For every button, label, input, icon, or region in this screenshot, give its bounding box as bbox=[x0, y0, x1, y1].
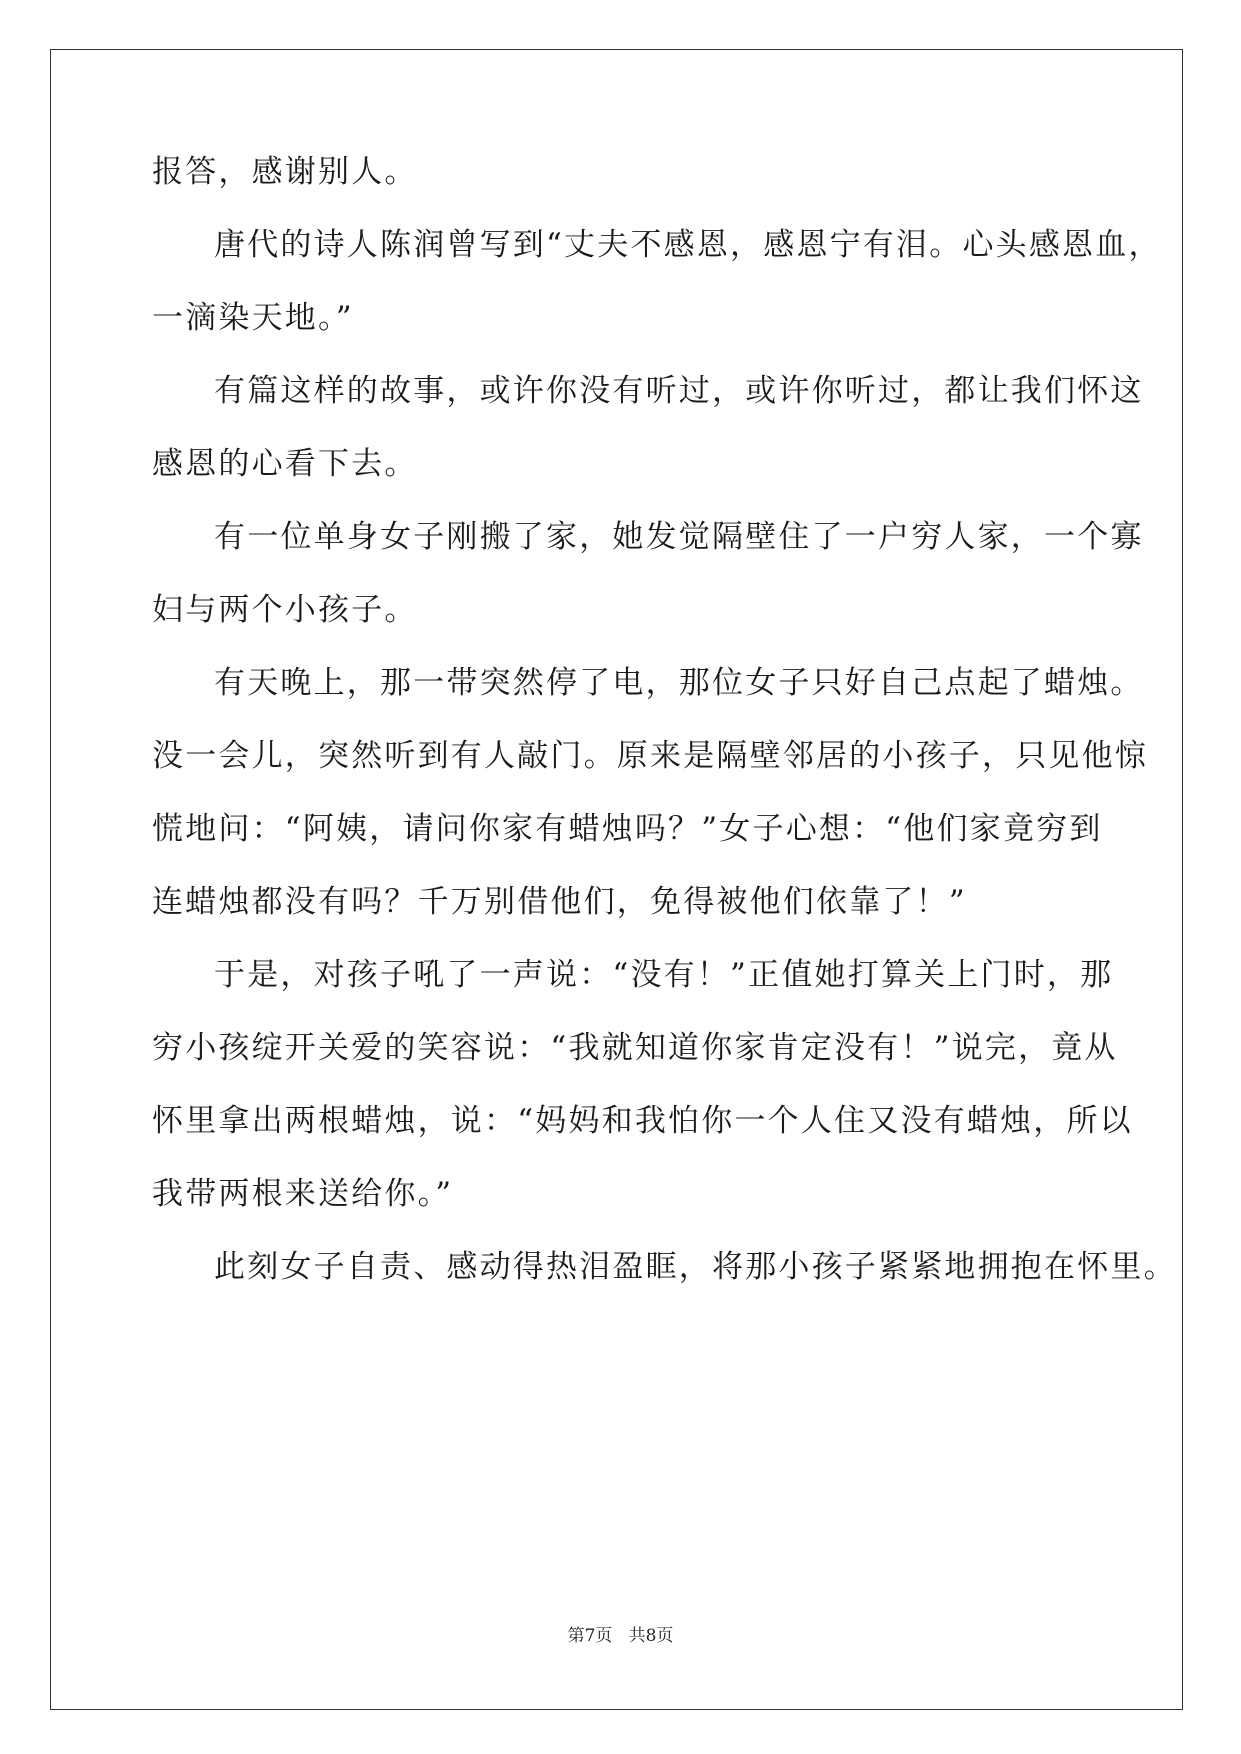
paragraph-line: 唐代的诗人陈润曾写到“丈夫不感恩，感恩宁有泪。心头感恩血， bbox=[214, 227, 1162, 263]
paragraph-line: 没一会儿，突然听到有人敲门。原来是隔壁邻居的小孩子，只见他惊 bbox=[152, 738, 1148, 774]
paragraph-line: 于是，对孩子吼了一声说：“没有！”正值她打算关上门时，那 bbox=[214, 957, 1114, 993]
paragraph-line: 我带两根来送给你。” bbox=[152, 1176, 454, 1212]
paragraph-line: 有篇这样的故事，或许你没有听过，或许你听过，都让我们怀这 bbox=[214, 373, 1144, 409]
paragraph-line: 怀里拿出两根蜡烛，说：“妈妈和我怕你一个人住又没有蜡烛，所以 bbox=[152, 1103, 1133, 1139]
paragraph-line: 有一位单身女子刚搬了家，她发觉隔壁住了一户穷人家，一个寡 bbox=[214, 519, 1144, 555]
paragraph-line: 穷小孩绽开关爱的笑容说：“我就知道你家肯定没有！”说完，竟从 bbox=[152, 1030, 1118, 1066]
paragraph-line: 报答，感谢别人。 bbox=[152, 154, 418, 190]
paragraph-line: 妇与两个小孩子。 bbox=[152, 592, 418, 628]
page-footer: 第7页 共8页 bbox=[567, 1626, 674, 1646]
paragraph-line: 感恩的心看下去。 bbox=[152, 446, 418, 482]
paragraph-line: 有天晚上，那一带突然停了电，那位女子只好自己点起了蜡烛。 bbox=[214, 665, 1144, 701]
paragraph-line: 此刻女子自责、感动得热泪盈眶，将那小孩子紧紧地拥抱在怀里。 bbox=[214, 1249, 1177, 1285]
paragraph-line: 慌地问：“阿姨，请问你家有蜡烛吗？”女子心想：“他们家竟穷到 bbox=[152, 811, 1103, 847]
paragraph-line: 一滴染天地。” bbox=[152, 300, 354, 336]
paragraph-line: 连蜡烛都没有吗？千万别借他们，免得被他们依靠了！” bbox=[152, 884, 967, 920]
